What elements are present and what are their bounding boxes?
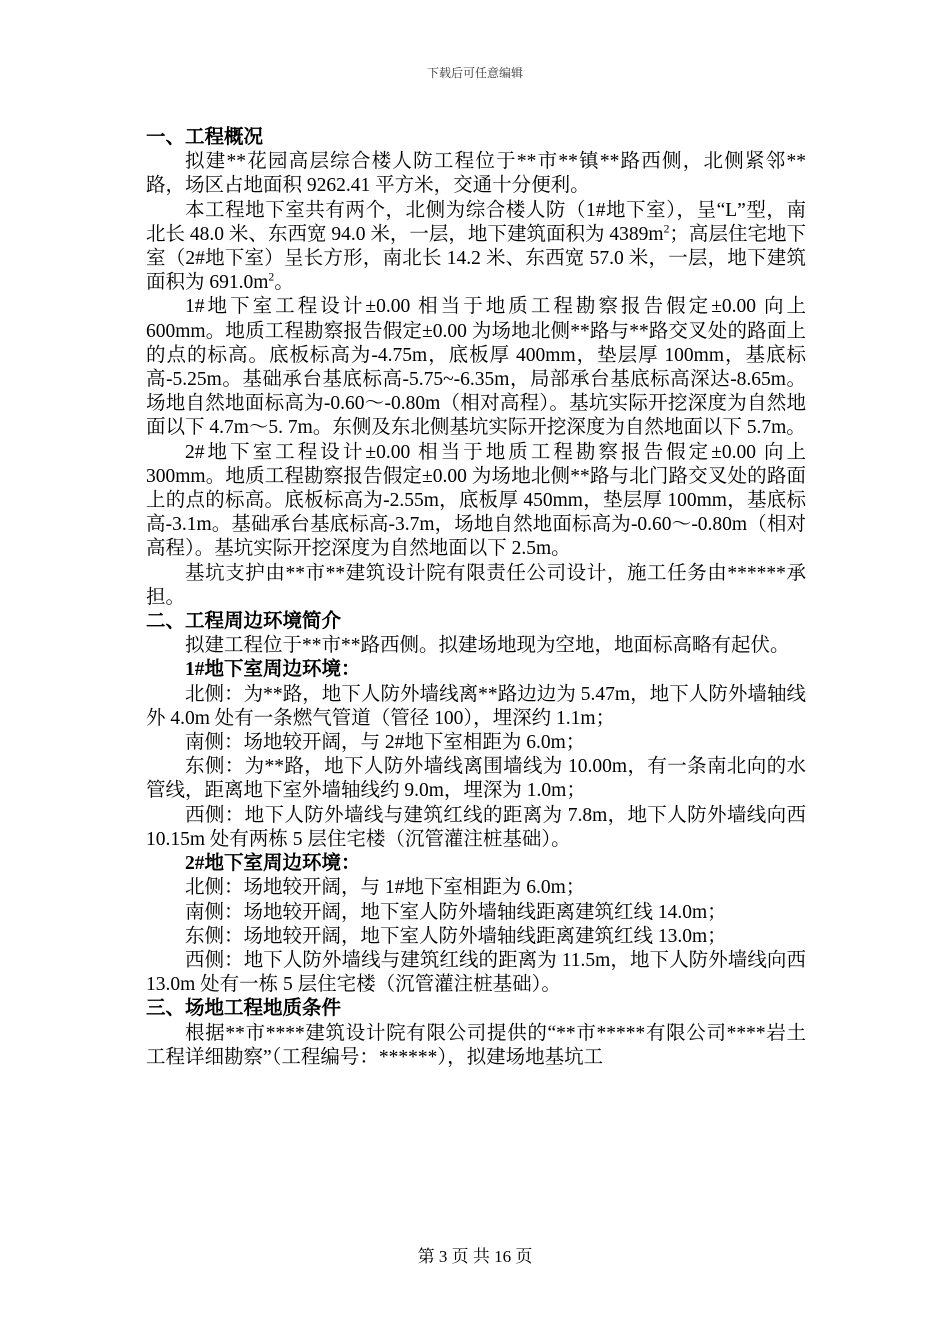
page-number: 第 3 页 共 16 页: [417, 1247, 533, 1266]
basement-2-east: 东侧：场地较开阔，地下室人防外墙轴线距离建筑红线 13.0m；: [185, 925, 727, 947]
paragraph-design-contractor: 基坑支护由**市**建筑设计院有限责任公司设计，施工任务由******承担。: [146, 562, 806, 608]
section-heading-overview: 一、工程概况: [146, 127, 264, 148]
basement-2-west: 西侧：地下人防外墙线与建筑红线的距离为 11.5m，地下人防外墙线向西 13.0m 处有一栋 5 层住宅楼（沉管灌注桩基础）。: [146, 949, 806, 996]
basement-2-south: 南侧：场地较开阔，地下室人防外墙轴线距离建筑红线 14.0m；: [185, 901, 727, 923]
paragraph-geology: 根据**市****建筑设计院有限公司提供的“**市*****有限公司****岩土工程详细勘察”（工程编号：******），拟建场地基坑工: [146, 1022, 806, 1068]
page-header: 下载后可任意编辑: [426, 66, 523, 80]
text-run: 本工程地下室共有两个，北侧为综合楼人防（1#地下室），呈“L”型，南北长 48.0 米、东西宽 94.0 米，一层，地下建筑面积为 4389m: [146, 199, 806, 245]
section-heading-geology: 三、场地工程地质条件: [146, 998, 342, 1020]
paragraph-site: 拟建工程位于**市**路西侧。拟建场地现为空地，地面标高略有起伏。: [185, 635, 790, 657]
paragraph-location: 拟建**花园高层综合楼人防工程位于**市**镇**路西侧，北侧紧邻**路，场区占地面积 9262.41 平方米，交通十分便利。: [146, 151, 806, 197]
subheading-basement-2: 2#地下室周边环境：: [185, 853, 361, 875]
subheading-basement-1: 1#地下室周边环境：: [185, 659, 361, 681]
basement-1-south: 南侧：场地较开阔，与 2#地下室相距为 6.0m；: [185, 732, 586, 754]
superscript: 2: [663, 222, 670, 236]
paragraph-basements: [146, 199, 806, 296]
basement-1-west: 西侧：地下人防外墙线与建筑红线的距离为 7.8m，地下人防外墙线向西 10.15m 处有两栋 5 层住宅楼（沉管灌注桩基础）。: [146, 804, 806, 850]
paragraph-basement-1-elevations: 1#地下室工程设计±0.00 相当于地质工程勘察报告假定±0.00 向上 600mm。地质工程勘察报告假定±0.00 为场地北侧**路与**路交叉处的路面上的点的标高。底板标高为-4.75m，底板厚 400mm，垫层厚 100mm，基底标高-5.25m。基础承台基底标高-5.75~-6.35m，局部承台基底标高深达-8.65m。场地自然地面标高为-0.60～-0.80m（相对高程）。基坑实际开挖深度为自然地面以下 4.7m～5. 7m。东侧及东北侧基坑实际开挖深度为自然地面以下 5.7m。: [146, 296, 806, 439]
superscript: 2: [268, 270, 275, 284]
basement-2-north: 北侧：场地较开阔，与 1#地下室相距为 6.0m；: [185, 877, 586, 899]
basement-1-north: 北侧：为**路，地下人防外墙线离**路边边为 5.47m，地下人防外墙轴线外 4.0m 处有一条燃气管道（管径 100），埋深约 1.1m；: [146, 683, 806, 729]
text-run: 。: [274, 272, 294, 294]
paragraph-basement-2-elevations: 2#地下室工程设计±0.00 相当于地质工程勘察报告假定±0.00 向上 300mm。地质工程勘察报告假定±0.00 为场地北侧**路与北门路交叉处的路面上的点的标高。底板标高为-2.55m，底板厚 450mm，垫层厚 100mm，基底标高-3.1m。基础承台基底标高-3.7m，场地自然地面标高为-0.60～-0.80m（相对高程）。基坑实际开挖深度为自然地面以下 2.5m。: [146, 441, 806, 560]
section-heading-surroundings: 二、工程周边环境简介: [146, 611, 342, 633]
document-body: [146, 126, 806, 1070]
basement-1-east: 东侧：为**路，地下人防外墙线离围墙线为 10.00m，有一条南北向的水管线，距离地下室外墙轴线约 9.0m，埋深为 1.0m；: [146, 756, 806, 802]
text-run: ；高层住宅地下室（2#地下室）呈长方形，南北长 14.2 米、东西宽 57.0 米，一层，地下建筑面积为 691.0m: [146, 223, 806, 294]
